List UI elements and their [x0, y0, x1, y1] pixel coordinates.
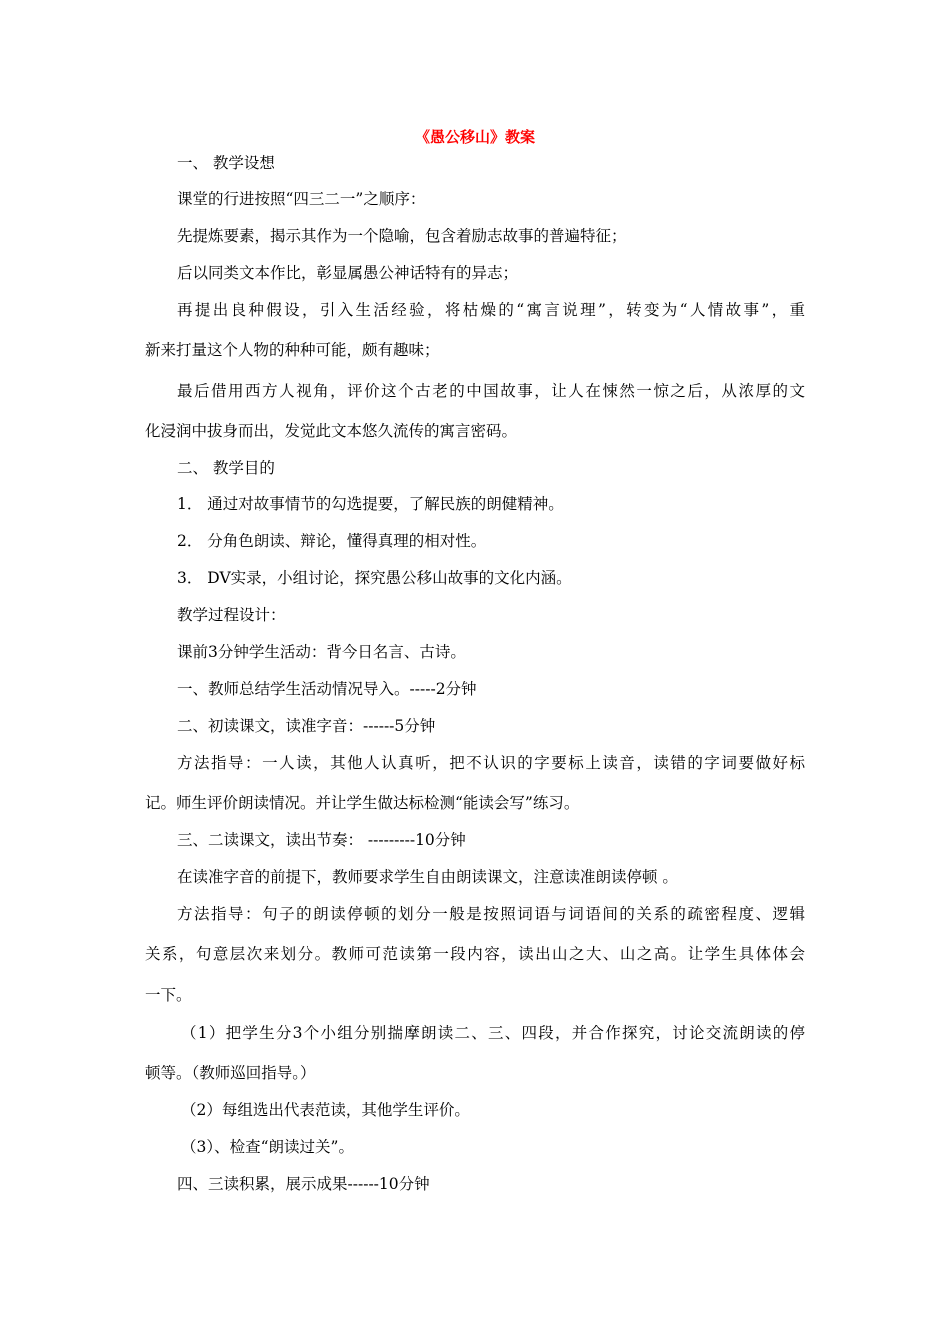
section-heading: 四、三读积累，展示成果------10分钟	[177, 1175, 430, 1193]
paragraph-line: 三、二读课文，读出节奏： ---------10分钟	[177, 831, 466, 849]
paragraph-line: 方法指导：一人读，其他人认真听，把不认识的字要标上读音，读错的字词要做好标	[177, 754, 805, 772]
paragraph-line: 先提炼要素，揭示其作为一个隐喻，包含着励志故事的普遍特征；	[177, 227, 627, 245]
paragraph-line: 关系，句意层次来划分。教师可范读第一段内容，读出山之大、山之高。让学生具体体会	[145, 945, 805, 963]
paragraph-line: 教学过程设计：	[177, 606, 286, 624]
document-title: 《愚公移山》教案	[414, 128, 535, 146]
paragraph-line: 新来打量这个人物的种种可能，颇有趣味；	[145, 341, 440, 359]
paragraph-line: （3）、检查“朗读过关”。	[181, 1138, 354, 1156]
paragraph-line: 课堂的行进按照“四三二一”之顺序：	[177, 190, 426, 208]
paragraph-line: （1）把学生分3个小组分别揣摩朗读二、三、四段，并合作探究，讨论交流朗读的停	[181, 1024, 805, 1042]
section-heading: 二、 教学目的	[177, 459, 275, 477]
paragraph-line: 化浸润中拔身而出，发觉此文本悠久流传的寓言密码。	[145, 422, 518, 440]
paragraph-line: 一、教师总结学生活动情况导入。-----2分钟	[177, 680, 477, 698]
paragraph-line: 方法指导：句子的朗读停顿的划分一般是按照词语与词语间的关系的疏密程度、逻辑	[177, 905, 805, 923]
paragraph-line: 再提出良种假设，引入生活经验，将枯燥的“寓言说理”，转变为“人情故事”，重	[177, 301, 805, 319]
section-heading: 一、 教学设想	[177, 154, 275, 172]
paragraph-line: 课前3分钟学生活动：背今日名言、古诗。	[177, 643, 466, 661]
paragraph-line: （2）每组选出代表范读，其他学生评价。	[181, 1101, 470, 1119]
paragraph-line: 记。师生评价朗读情况。并让学生做达标检测“能读会写”练习。	[145, 794, 580, 812]
paragraph-line: 最后借用西方人视角，评价这个古老的中国故事，让人在悚然一惊之后，从浓厚的文	[177, 382, 805, 400]
list-item: 3． DV实录，小组讨论，探究愚公移山故事的文化内涵。	[177, 569, 572, 587]
paragraph-line: 二、初读课文，读准字音：------5分钟	[177, 717, 436, 735]
paragraph-line: 一下。	[145, 986, 192, 1004]
paragraph-line: 顿等。（教师巡回指导。）	[145, 1064, 316, 1082]
list-item: 1． 通过对故事情节的勾选提要，了解民族的朗健精神。	[177, 495, 564, 513]
list-item: 2． 分角色朗读、辩论，懂得真理的相对性。	[177, 532, 487, 550]
paragraph-line: 后以同类文本作比，彰显属愚公神话特有的异志；	[177, 264, 519, 282]
paragraph-line: 在读准字音的前提下，教师要求学生自由朗读课文，注意读准朗读停顿 。	[177, 868, 678, 886]
